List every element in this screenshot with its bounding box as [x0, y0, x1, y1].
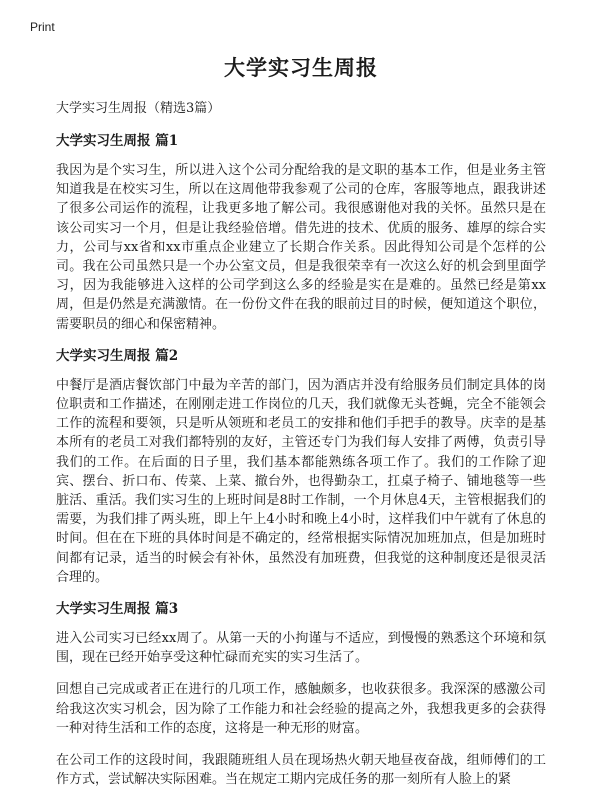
section-heading: 大学实习生周报 篇2: [56, 347, 179, 364]
paragraph: 中餐厅是酒店餐饮部门中最为辛苦的部门，因为酒店并没有给服务员们制定具体的岗位职责和工作描述，在刚刚走进工作岗位的几天，我们就像无头苍蝇，完全不能领会工作的流程和要领，只是听从领班和老员工的安排和他们手把手的教导。庆幸的是基本所有的老员工对我们都特别的友好，主管还专门为我们每人安排了两傅，负责引导我们的工作。在后面的日子里，我们基本都能熟练各项工作了。我们的工作除了迎宾、摆台、折口布、传菜、上菜、撤台外，也得勤杂工，扛桌子椅子、铺地毯等一些脏活、重活。我们实习生的上班时间是8时工作制，一个月休息4天，主管根据我们的需要，为我们排了两头班，即上午上4小时和晚上4小时，这样我们中午就有了休息的时间。但在在下班的具体时间是不确定的，经常根据实际情况加班加点，但是加班时间都有记录，适当的时候会有补休，虽然没有加班费，但我觉的这种制度还是很灵活合理的。: [56, 377, 546, 585]
document-page: [56, 46, 546, 802]
print-link[interactable]: Print: [30, 20, 55, 34]
paragraph: 我因为是个实习生，所以进入这个公司分配给我的是文职的基本工作，但是业务主管知道我是在校实习生，所以在这周他带我参观了公司的仓库，客服等地点，跟我讲述了很多公司运作的流程，让我更多地了解公司。我很感谢他对我的关怀。虽然只是在该公司实习一个月，但是让我经验倍增。借先进的技术、优质的服务、雄厚的综合实力，公司与xx省和xx市重点企业建立了长期合作关系。因此得知公司是个怎样的公司。我在公司虽然只是一个办公室文员，但是我很荣幸有一次这么好的机会到里面学习，因为我能够进入这样的公司学到这么多的经验是实在是难的。虽然已经是第xx周，但是仍然是充满激情。在一份份文件在我的眼前过目的时候，便知道这个职位，需要职员的细心和保密精神。: [56, 163, 546, 332]
paragraph: 回想自己完成或者正在进行的几项工作，感触颇多，也收获很多。我深深的感激公司给我这次实习机会，因为除了工作能力和社会经验的提高之外，我想我更多的会获得一种对待生活和工作的态度，这将是一种无形的财富。: [56, 682, 546, 736]
section-heading: 大学实习生周报 篇3: [56, 601, 179, 618]
page-title: 大学实习生周报: [224, 55, 378, 80]
section-2: [56, 347, 546, 587]
section-heading: 大学实习生周报 篇1: [56, 133, 179, 149]
section-3: [56, 600, 546, 789]
section-1: [56, 132, 546, 334]
paragraph: 进入公司实习已经xx周了。从第一天的小拘谨与不适应，到慢慢的熟悉这个环境和氛围，现在已经开始享受这种忙碌而充实的实习生活了。: [56, 631, 546, 666]
document-subtitle: 大学实习生周报（精选3篇）: [56, 101, 221, 116]
paragraph: 在公司工作的这段时间，我跟随班组人员在现场热火朝天地昼夜奋战，组师傅们的工作方式，尝试解决实际困难。当在规定工期内完成任务的那一刻所有人脸上的紧: [56, 753, 546, 788]
